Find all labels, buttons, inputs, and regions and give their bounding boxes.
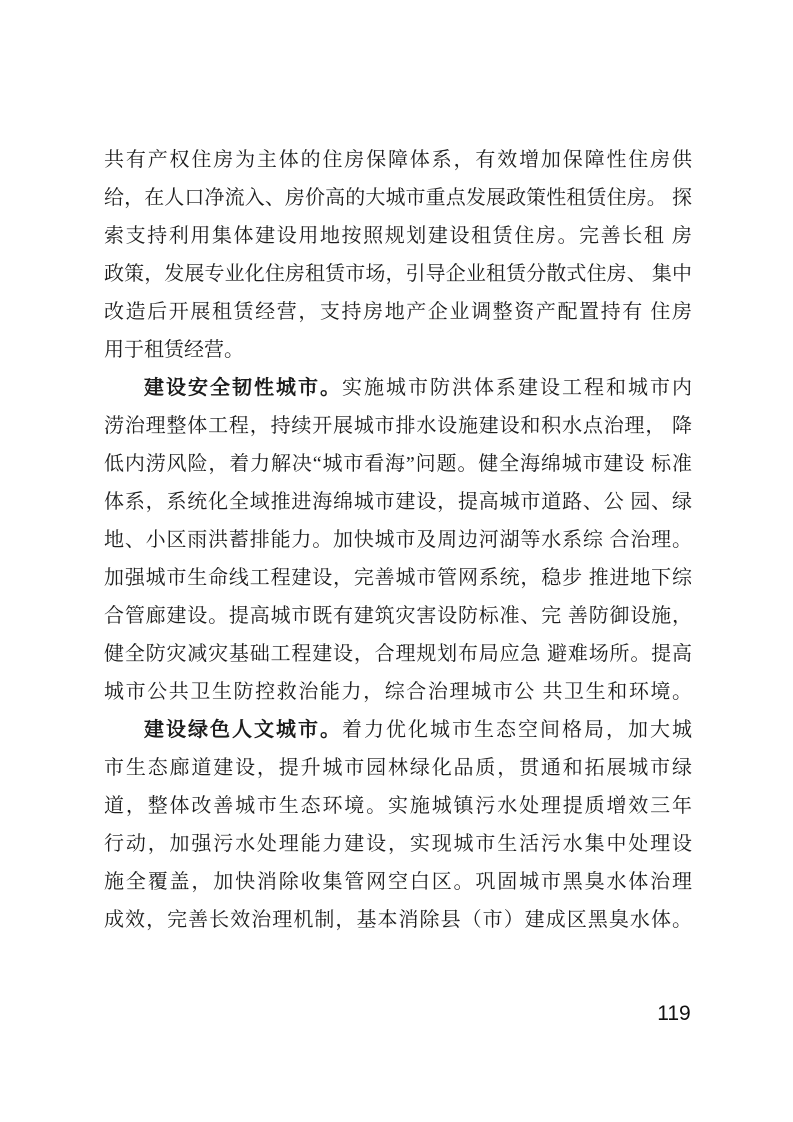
text-line: 行动，加强污水处理能力建设，实现城市生活污水集中处理设 [104, 833, 692, 855]
text-block [104, 141, 692, 939]
text-line: 合管廊建设。提高城市既有建筑灾害设防标准、完 善防御设施， [104, 605, 692, 627]
text-line: 共有产权住房为主体的住房保障体系，有效增加保障性住房供 [104, 149, 692, 171]
text-line: 建设绿色人文城市。着力优化城市生态空间格局，加大城 [144, 719, 692, 741]
text-line: 政策，发展专业化住房租赁市场，引导企业租赁分散式住房、 集中 [104, 263, 692, 285]
text-line: 涝治理整体工程，持续开展城市排水设施建设和积水点治理， 降 [104, 415, 692, 437]
text-line: 用于租赁经营。 [104, 339, 244, 361]
text-line: 地、小区雨洪蓄排能力。加快城市及周边河湖等水系综 合治理。 [104, 529, 692, 551]
text-line: 加强城市生命线工程建设，完善城市管网系统，稳步 推进地下综 [104, 567, 692, 589]
text-line: 建设安全韧性城市。实施城市防洪体系建设工程和城市内 [144, 377, 692, 399]
paragraph-lead-bold: 建设安全韧性城市。 [144, 377, 342, 399]
text-line: 体系，系统化全域推进海绵城市建设，提高城市道路、公 园、绿 [104, 491, 692, 513]
text-line: 城市公共卫生防控救治能力，综合治理城市公 共卫生和环境。 [104, 681, 692, 703]
paragraph-lead-bold: 建设绿色人文城市。 [144, 719, 342, 741]
text-line: 成效，完善长效治理机制，基本消除县（市）建成区黑臭水体。 [104, 909, 692, 931]
text-line: 索支持利用集体建设用地按照规划建设租赁住房。完善长租 房 [104, 225, 692, 247]
text-line: 市生态廊道建设，提升城市园林绿化品质，贯通和拓展城市绿 [104, 757, 692, 779]
text-line: 施全覆盖，加快消除收集管网空白区。巩固城市黑臭水体治理 [104, 871, 692, 893]
text-line: 改造后开展租赁经营，支持房地产企业调整资产配置持有 住房 [104, 301, 692, 323]
page-number: 119 [657, 1002, 691, 1025]
text-line: 给，在人口净流入、房价高的大城市重点发展政策性租赁住房。 探 [104, 187, 692, 209]
text-line: 低内涝风险，着力解决“城市看海”问题。健全海绵城市建设 标准 [104, 453, 692, 475]
text-line: 健全防灾减灾基础工程建设，合理规划布局应急 避难场所。提高 [104, 643, 692, 665]
text-line: 道，整体改善城市生态环境。实施城镇污水处理提质增效三年 [104, 795, 692, 817]
